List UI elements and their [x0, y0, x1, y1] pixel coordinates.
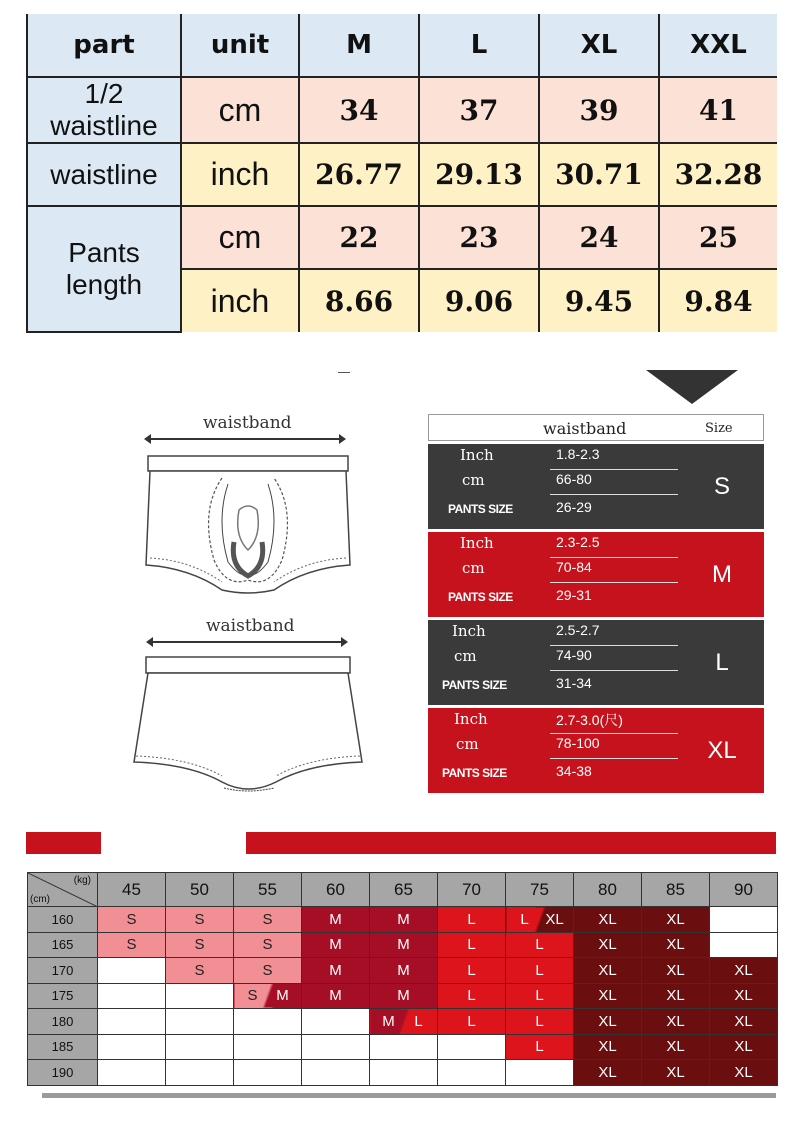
- size-cell: [438, 1034, 506, 1060]
- size-cell: XL: [574, 907, 642, 933]
- pants-size-range: 29-31: [556, 587, 592, 603]
- size-cell: XL: [574, 958, 642, 984]
- size-cell: S: [98, 907, 166, 933]
- size-cell: L: [438, 958, 506, 984]
- value-cell: 9.84: [659, 269, 777, 332]
- value-cell: 29.13: [419, 143, 539, 206]
- size-cell: L: [438, 907, 506, 933]
- height-header-cell: 160: [28, 907, 98, 933]
- grid-row: [28, 1009, 778, 1035]
- value-cell: 37: [419, 77, 539, 143]
- header-cell: unit: [181, 14, 299, 77]
- size-cell: L: [506, 958, 574, 984]
- size-cell: XL: [642, 958, 710, 984]
- pants-size-label: PANTS SIZE: [448, 502, 513, 516]
- size-cell: XL: [710, 1034, 778, 1060]
- size-cell: XL: [574, 1034, 642, 1060]
- value-cell: 39: [539, 77, 659, 143]
- grid-header-row: [28, 873, 778, 907]
- trunks-front-illustration: [130, 450, 366, 600]
- grid-row: [28, 907, 778, 933]
- pants-size-range: 34-38: [556, 763, 592, 779]
- size-cell: [506, 907, 574, 933]
- size-cell: [302, 1034, 370, 1060]
- value-cell: 30.71: [539, 143, 659, 206]
- inch-label: Inch: [460, 446, 494, 464]
- size-cell: [98, 958, 166, 984]
- size-cell: [438, 1060, 506, 1086]
- size-cell: M: [370, 932, 438, 958]
- header-cell: XL: [539, 14, 659, 77]
- bottom-divider: [42, 1093, 776, 1098]
- size-cell: L: [438, 932, 506, 958]
- split-size-a: S: [247, 987, 258, 1005]
- size-cell: [166, 1009, 234, 1035]
- waistband-label-top: waistband: [203, 413, 292, 433]
- size-cell: [710, 932, 778, 958]
- chart-header-size: Size: [705, 421, 733, 436]
- header-cell: M: [299, 14, 419, 77]
- cm-label: cm: [462, 559, 485, 577]
- size-measurement-table: [26, 14, 777, 333]
- size-cell: M: [370, 983, 438, 1009]
- size-cell: S: [98, 932, 166, 958]
- size-cell: XL: [574, 1009, 642, 1035]
- grid-row: [28, 1034, 778, 1060]
- weight-header-cell: 50: [166, 873, 234, 907]
- pants-size-label: PANTS SIZE: [442, 678, 507, 692]
- weight-header-cell: 85: [642, 873, 710, 907]
- size-cell: XL: [710, 1060, 778, 1086]
- size-cell: L: [506, 1009, 574, 1035]
- size-block-m: [428, 532, 764, 617]
- size-cell: [98, 1009, 166, 1035]
- size-cell: XL: [710, 1009, 778, 1035]
- grid-row: [28, 958, 778, 984]
- inch-range: 1.8-2.3: [556, 446, 600, 462]
- size-cell: [506, 1060, 574, 1086]
- size-cell: S: [166, 907, 234, 933]
- height-header-cell: 165: [28, 932, 98, 958]
- weight-header-cell: 65: [370, 873, 438, 907]
- size-cell: [234, 983, 302, 1009]
- size-cell: XL: [642, 907, 710, 933]
- value-cell: 22: [299, 206, 419, 269]
- size-cell: M: [370, 907, 438, 933]
- header-cell: part: [27, 14, 181, 77]
- cm-range: 74-90: [556, 647, 592, 663]
- size-cell: S: [166, 958, 234, 984]
- size-cell: [234, 1009, 302, 1035]
- size-cell: [234, 1060, 302, 1086]
- size-cell: L: [506, 932, 574, 958]
- split-size-b: XL: [545, 910, 564, 928]
- waistband-arrow-top: [150, 438, 340, 440]
- size-letter: M: [712, 560, 732, 588]
- size-cell: XL: [642, 1034, 710, 1060]
- value-cell: 9.45: [539, 269, 659, 332]
- size-cell: M: [370, 958, 438, 984]
- header-cell: XXL: [659, 14, 777, 77]
- cm-label: cm: [462, 471, 485, 489]
- table-row: [27, 143, 777, 206]
- grid-row: [28, 932, 778, 958]
- weight-header-cell: 60: [302, 873, 370, 907]
- size-cell: [98, 983, 166, 1009]
- value-cell: 41: [659, 77, 777, 143]
- header-cell: L: [419, 14, 539, 77]
- size-cell: M: [302, 907, 370, 933]
- unit-cell: inch: [181, 269, 299, 332]
- cm-range: 78-100: [556, 735, 600, 751]
- part-label: Pants length: [27, 206, 181, 332]
- size-cell: XL: [710, 958, 778, 984]
- size-cell: L: [506, 983, 574, 1009]
- grid-corner-cell: [28, 873, 98, 907]
- size-cell: [98, 1060, 166, 1086]
- value-cell: 9.06: [419, 269, 539, 332]
- size-letter: L: [715, 648, 729, 676]
- grid-row: [28, 983, 778, 1009]
- size-cell: [166, 983, 234, 1009]
- value-cell: 8.66: [299, 269, 419, 332]
- size-cell: [234, 1034, 302, 1060]
- pants-size-label: PANTS SIZE: [448, 590, 513, 604]
- corner-cm-label: (cm): [30, 894, 50, 905]
- size-cell: [370, 1009, 438, 1035]
- size-cell: XL: [574, 932, 642, 958]
- value-cell: 34: [299, 77, 419, 143]
- pants-size-label: PANTS SIZE: [442, 766, 507, 780]
- size-cell: [166, 1034, 234, 1060]
- value-cell: 23: [419, 206, 539, 269]
- table-header-row: [27, 14, 777, 77]
- size-cell: XL: [642, 983, 710, 1009]
- value-cell: 26.77: [299, 143, 419, 206]
- inch-range: 2.3-2.5: [556, 534, 600, 550]
- pants-size-range: 31-34: [556, 675, 592, 691]
- inch-range: 2.5-2.7: [556, 622, 600, 638]
- waistband-arrow-bottom: [152, 641, 342, 643]
- value-cell: 25: [659, 206, 777, 269]
- height-header-cell: 170: [28, 958, 98, 984]
- size-cell: M: [302, 932, 370, 958]
- size-cell: [302, 1060, 370, 1086]
- size-letter: XL: [707, 736, 737, 764]
- value-cell: 32.28: [659, 143, 777, 206]
- size-cell: S: [234, 958, 302, 984]
- size-cell: XL: [710, 983, 778, 1009]
- cm-label: cm: [454, 647, 477, 665]
- corner-kg-label: (kg): [73, 875, 91, 886]
- split-size-a: L: [520, 910, 529, 928]
- size-cell: [710, 907, 778, 933]
- size-block-s: [428, 444, 764, 529]
- inch-label: Inch: [454, 710, 488, 728]
- weight-header-cell: 70: [438, 873, 506, 907]
- decorative-red-bar-left: [26, 832, 101, 854]
- table-row: [27, 77, 777, 143]
- chart-header: [428, 414, 764, 441]
- size-cell: L: [438, 983, 506, 1009]
- size-cell: XL: [574, 1060, 642, 1086]
- cm-label: cm: [456, 735, 479, 753]
- pants-size-range: 26-29: [556, 499, 592, 515]
- size-cell: L: [438, 1009, 506, 1035]
- inch-label: Inch: [452, 622, 486, 640]
- inch-label: Inch: [460, 534, 494, 552]
- size-cell: L: [506, 1034, 574, 1060]
- size-cell: [302, 1009, 370, 1035]
- part-label: 1/2 waistline: [27, 77, 181, 143]
- decorative-red-bar-right: [246, 832, 776, 854]
- size-cell: S: [166, 932, 234, 958]
- chart-header-waistband: waistband: [543, 419, 627, 438]
- waist-size-chart: [428, 414, 764, 793]
- size-letter: S: [713, 472, 730, 500]
- inch-range: 2.7-3.0(尺): [556, 712, 623, 728]
- height-header-cell: 175: [28, 983, 98, 1009]
- waistband-label-bottom: waistband: [206, 616, 295, 636]
- split-size-b: M: [276, 987, 289, 1005]
- size-block-xl: [428, 708, 764, 793]
- dash-mark: [338, 372, 350, 373]
- part-label: waistline: [27, 143, 181, 206]
- size-cell: [166, 1060, 234, 1086]
- cm-range: 66-80: [556, 471, 592, 487]
- table-row: [27, 206, 777, 269]
- size-cell: XL: [642, 1060, 710, 1086]
- weight-header-cell: 90: [710, 873, 778, 907]
- weight-header-cell: 55: [234, 873, 302, 907]
- weight-height-size-grid: [27, 872, 778, 1086]
- down-triangle-icon: [646, 370, 738, 404]
- height-header-cell: 185: [28, 1034, 98, 1060]
- size-cell: M: [302, 958, 370, 984]
- weight-header-cell: 80: [574, 873, 642, 907]
- cm-range: 70-84: [556, 559, 592, 575]
- weight-header-cell: 75: [506, 873, 574, 907]
- height-header-cell: 190: [28, 1060, 98, 1086]
- weight-header-cell: 45: [98, 873, 166, 907]
- unit-cell: cm: [181, 206, 299, 269]
- split-size-a: M: [382, 1012, 395, 1030]
- unit-cell: cm: [181, 77, 299, 143]
- size-cell: [370, 1060, 438, 1086]
- trunks-back-illustration: [130, 652, 366, 802]
- size-cell: XL: [642, 932, 710, 958]
- size-cell: S: [234, 932, 302, 958]
- unit-cell: inch: [181, 143, 299, 206]
- size-block-l: [428, 620, 764, 705]
- height-header-cell: 180: [28, 1009, 98, 1035]
- size-cell: XL: [574, 983, 642, 1009]
- size-cell: [98, 1034, 166, 1060]
- size-cell: [370, 1034, 438, 1060]
- split-size-b: L: [414, 1012, 423, 1030]
- value-cell: 24: [539, 206, 659, 269]
- grid-row: [28, 1060, 778, 1086]
- size-cell: S: [234, 907, 302, 933]
- size-cell: M: [302, 983, 370, 1009]
- size-cell: XL: [642, 1009, 710, 1035]
